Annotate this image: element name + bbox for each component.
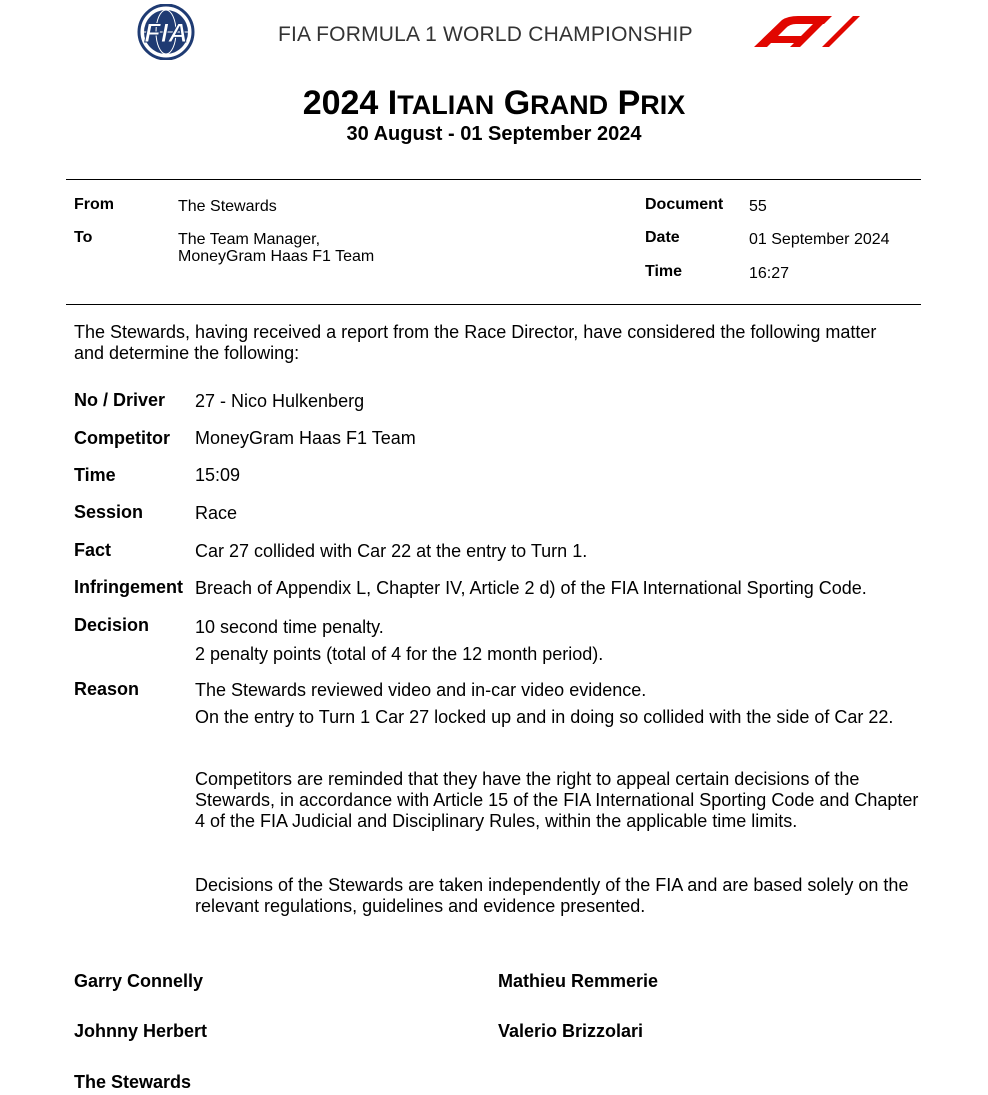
reason-line-1: The Stewards reviewed video and in-car video evidence. xyxy=(195,680,647,700)
f1-logo xyxy=(740,14,862,50)
date-label: Date xyxy=(645,229,680,246)
to-line-2: MoneyGram Haas F1 Team xyxy=(178,248,375,265)
from-value: The Stewards xyxy=(178,198,277,215)
decision-line-2: 2 penalty points (total of 4 for the 12 month period). xyxy=(195,644,604,664)
fia-logo xyxy=(124,4,208,60)
time-value: 16:27 xyxy=(749,265,790,282)
time-label: Time xyxy=(645,263,683,280)
appeal-note: Competitors are reminded that they have the right to appeal certain decisions of the Stewards, in accordance with Article 15 of the FIA International Sporting Code and Chapter 4 of the FIA Judicial and Disciplinary Rules, within the applicable time limits. xyxy=(195,769,919,831)
intro-paragraph: The Stewards, having received a report from the Race Director, have considered the following matter and determine the following: xyxy=(74,322,877,363)
session-time-value: 15:09 xyxy=(195,465,241,485)
title-grand: GRAND xyxy=(503,84,609,122)
to-line-1: The Team Manager, xyxy=(178,231,321,248)
steward-3: Johnny Herbert xyxy=(74,1021,208,1041)
championship-title: FIA FORMULA 1 WORLD CHAMPIONSHIP xyxy=(278,23,693,46)
f1-logo-text: F1 xyxy=(740,14,742,15)
decision-line-1: 10 second time penalty. xyxy=(195,617,384,637)
from-label: From xyxy=(74,196,114,213)
fact-value: Car 27 collided with Car 22 at the entry to Turn 1. xyxy=(195,541,588,561)
competitor-value: MoneyGram Haas F1 Team xyxy=(195,428,416,448)
event-dates: 30 August - 01 September 2024 xyxy=(346,123,642,145)
session-time-label: Time xyxy=(74,465,116,485)
independence-note: Decisions of the Stewards are taken independently of the FIA and are based solely on the relevant regulations, guidelines and evidence presented. xyxy=(195,875,909,916)
session-label: Session xyxy=(74,502,144,522)
steward-4: Valerio Brizzolari xyxy=(498,1021,644,1041)
competitor-label: Competitor xyxy=(74,428,170,448)
divider-bottom xyxy=(66,304,921,305)
decision-label: Decision xyxy=(74,615,150,635)
title-prix: PRIX xyxy=(617,84,686,122)
infringement-label: Infringement xyxy=(74,577,184,597)
stewards-footer: The Stewards xyxy=(74,1072,192,1092)
infringement-value: Breach of Appendix L, Chapter IV, Article 2 d) of the FIA International Sporting Code. xyxy=(195,578,867,598)
driver-value: 27 - Nico Hulkenberg xyxy=(195,391,365,411)
to-label: To xyxy=(74,229,93,246)
document-label: Document xyxy=(645,196,724,213)
driver-label: No / Driver xyxy=(74,390,166,410)
document-value: 55 xyxy=(749,198,767,215)
reason-label: Reason xyxy=(74,679,140,699)
fia-logo-text: FIA xyxy=(144,18,188,48)
steward-2: Mathieu Remmerie xyxy=(498,971,659,991)
title-italian: ITALIAN xyxy=(387,84,495,122)
fact-label: Fact xyxy=(74,540,112,560)
divider-top xyxy=(66,179,921,180)
reason-line-2: On the entry to Turn 1 Car 27 locked up and in doing so collided with the side of Car 22. xyxy=(195,707,894,727)
title-year: 2024 xyxy=(302,84,379,122)
document-title xyxy=(0,84,988,123)
date-value: 01 September 2024 xyxy=(749,231,890,248)
session-value: Race xyxy=(195,503,238,523)
steward-1: Garry Connelly xyxy=(74,971,204,991)
